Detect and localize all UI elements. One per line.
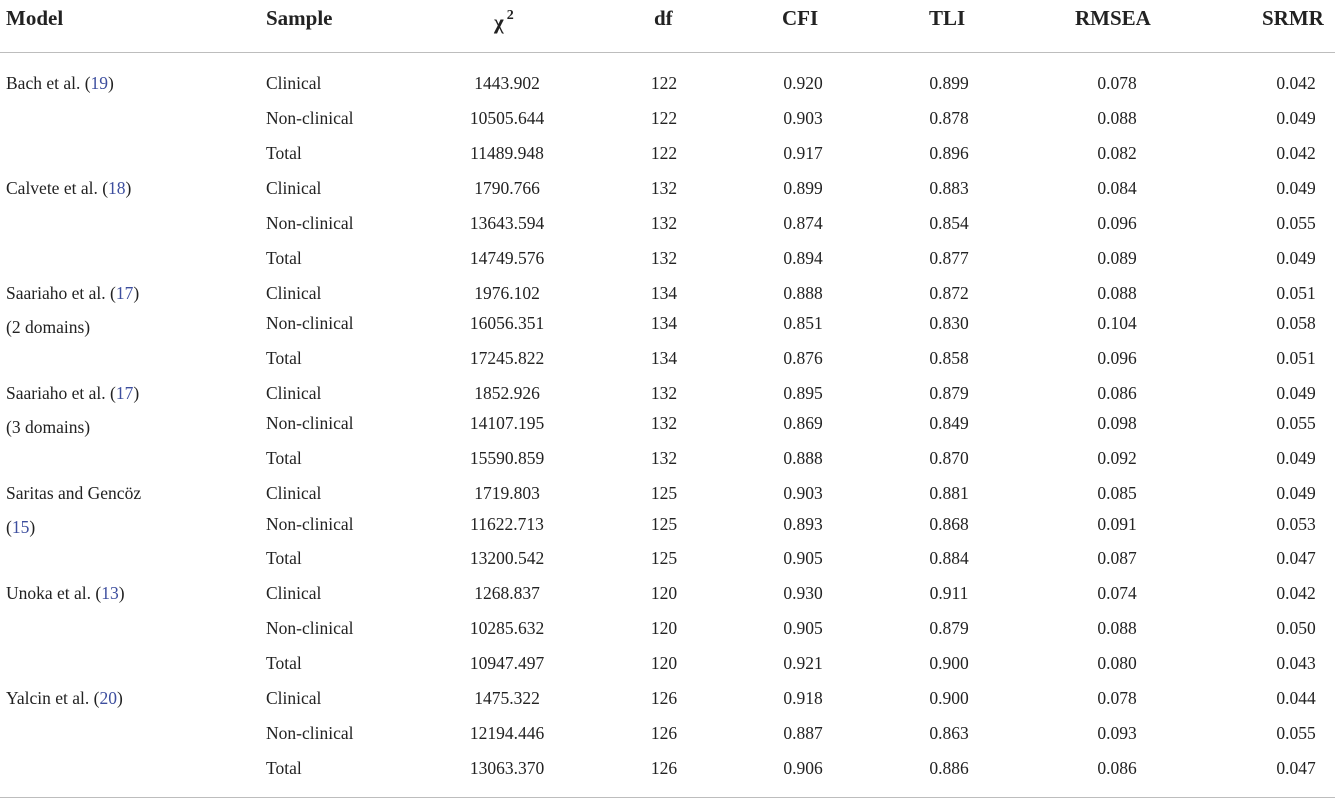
cell-srmr: 0.047 (1276, 548, 1316, 568)
cell-sample: Non-clinical (266, 618, 354, 638)
cell-df: 120 (650, 618, 678, 638)
cell-chi-square: 10505.644 (469, 108, 545, 128)
header-model: Model (6, 6, 64, 30)
cell-rmsea: 0.096 (1097, 213, 1137, 233)
cell-tli: 0.900 (929, 653, 969, 673)
model-text-after: ) (125, 178, 132, 198)
cell-tli: 0.879 (929, 618, 969, 638)
cell-chi-square: 1976.102 (474, 283, 540, 303)
cell-rmsea: 0.074 (1097, 583, 1137, 603)
cell-tli: 0.883 (929, 178, 969, 198)
reference-link: 20 (99, 688, 117, 708)
reference-link: 17 (115, 383, 134, 403)
cell-srmr: 0.049 (1276, 483, 1316, 503)
cell-cfi: 0.869 (783, 413, 823, 433)
cell-srmr: 0.042 (1276, 143, 1316, 163)
cell-rmsea: 0.104 (1097, 313, 1137, 333)
model-text-after: ) (29, 517, 36, 537)
cell-tli: 0.854 (929, 213, 969, 233)
cell-sample: Non-clinical (266, 413, 354, 433)
cell-srmr: 0.055 (1276, 413, 1316, 433)
cell-sample: Non-clinical (266, 313, 354, 333)
cell-rmsea: 0.088 (1097, 618, 1137, 638)
cell-srmr: 0.055 (1276, 213, 1316, 233)
header-cfi: CFI (782, 6, 819, 30)
model-name (6, 382, 139, 404)
cell-df: 126 (650, 723, 678, 743)
header-rmsea: RMSEA (1075, 6, 1151, 30)
cell-srmr: 0.049 (1276, 448, 1316, 468)
cell-cfi: 0.903 (783, 483, 823, 503)
cell-cfi: 0.921 (783, 653, 823, 673)
cell-rmsea: 0.082 (1097, 143, 1137, 163)
cell-df: 126 (650, 688, 678, 708)
cell-tli: 0.884 (929, 548, 969, 568)
model-text-after: ) (108, 73, 114, 93)
cell-rmsea: 0.087 (1097, 548, 1137, 568)
model-text: Saritas and Gencöz (6, 483, 142, 503)
cell-sample: Clinical (266, 583, 322, 603)
model-text-after: ) (133, 283, 140, 303)
cell-chi-square: 11489.948 (470, 143, 544, 163)
cell-tli: 0.849 (929, 413, 969, 433)
model-text: Saariaho et al. ( (6, 383, 116, 403)
cell-sample: Clinical (266, 73, 322, 93)
cell-df: 134 (650, 283, 678, 303)
cell-df: 122 (650, 73, 678, 93)
cell-srmr: 0.049 (1276, 108, 1316, 128)
cell-df: 126 (650, 758, 678, 778)
model-text: ( (6, 517, 12, 537)
cell-tli: 0.830 (929, 313, 969, 333)
cell-srmr: 0.044 (1276, 688, 1316, 708)
cell-df: 132 (650, 448, 678, 468)
cell-srmr: 0.047 (1276, 758, 1316, 778)
cell-sample: Total (266, 448, 302, 468)
cell-df: 132 (650, 413, 678, 433)
cell-chi-square: 14107.195 (469, 413, 545, 433)
cell-cfi: 0.903 (783, 108, 823, 128)
header-sample: Sample (266, 6, 333, 30)
cell-sample: Non-clinical (266, 723, 354, 743)
model-text: Bach et al. ( (6, 73, 91, 93)
cell-tli: 0.886 (929, 758, 969, 778)
cell-tli: 0.900 (929, 688, 969, 708)
cell-rmsea: 0.085 (1097, 483, 1137, 503)
cell-chi-square: 13643.594 (469, 213, 545, 233)
cell-srmr: 0.051 (1276, 348, 1316, 368)
cell-sample: Total (266, 653, 302, 673)
cell-chi-square: 1475.322 (474, 688, 540, 708)
reference-link: 19 (90, 73, 109, 93)
cell-tli: 0.899 (929, 73, 969, 93)
cell-rmsea: 0.078 (1097, 73, 1137, 93)
cell-sample: Non-clinical (266, 213, 354, 233)
cell-df: 122 (650, 108, 678, 128)
cell-chi-square: 13063.370 (469, 758, 545, 778)
cell-chi-square: 17245.822 (469, 348, 545, 368)
model-text-after: ) (116, 688, 123, 708)
header-tli: TLI (929, 6, 966, 30)
cell-cfi: 0.895 (783, 383, 823, 403)
cell-tli: 0.896 (929, 143, 969, 163)
cell-cfi: 0.930 (783, 583, 823, 603)
model-text: Saariaho et al. ( (6, 283, 116, 303)
cell-rmsea: 0.089 (1097, 248, 1137, 268)
cell-df: 120 (650, 653, 678, 673)
cell-df: 134 (650, 348, 678, 368)
cell-srmr: 0.053 (1276, 514, 1316, 534)
cell-tli: 0.870 (929, 448, 969, 468)
model-text: Yalcin et al. ( (6, 688, 100, 708)
cell-chi-square: 14749.576 (469, 248, 545, 268)
cell-tli: 0.858 (929, 348, 969, 368)
cell-rmsea: 0.088 (1097, 283, 1137, 303)
cell-chi-square: 1852.926 (474, 383, 540, 403)
cell-df: 125 (650, 514, 678, 534)
cell-sample: Total (266, 248, 302, 268)
cell-tli: 0.868 (929, 514, 969, 534)
cell-sample: Total (266, 548, 302, 568)
model-text: (3 domains) (6, 417, 91, 437)
model-name (6, 516, 35, 538)
cell-sample: Clinical (266, 688, 322, 708)
cell-srmr: 0.042 (1276, 73, 1316, 93)
cell-chi-square: 10285.632 (469, 618, 545, 638)
cell-cfi: 0.920 (783, 73, 823, 93)
cell-cfi: 0.874 (783, 213, 823, 233)
cell-sample: Clinical (266, 383, 322, 403)
model-text: (2 domains) (6, 317, 91, 337)
cell-cfi: 0.918 (783, 688, 823, 708)
cell-chi-square: 13200.542 (469, 548, 545, 568)
cell-sample: Clinical (266, 283, 322, 303)
cell-rmsea: 0.092 (1097, 448, 1137, 468)
cell-tli: 0.879 (929, 383, 969, 403)
model-text: Unoka et al. ( (6, 583, 102, 603)
cell-cfi: 0.899 (783, 178, 823, 198)
cell-rmsea: 0.084 (1097, 178, 1137, 198)
model-name (6, 687, 123, 709)
cell-cfi: 0.905 (783, 548, 823, 568)
cell-sample: Total (266, 758, 302, 778)
model-name (6, 282, 139, 304)
cell-sample: Clinical (266, 483, 322, 503)
cell-srmr: 0.042 (1276, 583, 1316, 603)
cell-tli: 0.877 (929, 248, 969, 268)
cell-df: 132 (650, 213, 678, 233)
cell-rmsea: 0.086 (1097, 758, 1137, 778)
header-srmr: SRMR (1262, 6, 1324, 30)
cell-cfi: 0.894 (783, 248, 823, 268)
cell-df: 132 (650, 248, 678, 268)
cell-chi-square: 16056.351 (469, 313, 545, 333)
cell-sample: Non-clinical (266, 108, 354, 128)
cell-srmr: 0.051 (1276, 283, 1316, 303)
model-name (6, 72, 114, 94)
cell-cfi: 0.876 (783, 348, 823, 368)
cell-chi-square: 1268.837 (474, 583, 540, 603)
bottom-rule (0, 797, 1335, 798)
reference-link: 17 (115, 283, 134, 303)
model-name (6, 416, 90, 438)
model-name (6, 316, 90, 338)
cell-chi-square: 15590.859 (469, 448, 545, 468)
model-text-after: ) (133, 383, 140, 403)
cell-cfi: 0.888 (783, 448, 823, 468)
cell-df: 132 (650, 178, 678, 198)
cell-df: 122 (650, 143, 678, 163)
reference-link: 13 (101, 583, 119, 603)
cell-df: 125 (650, 483, 678, 503)
reference-link: 15 (11, 517, 30, 537)
cell-rmsea: 0.080 (1097, 653, 1137, 673)
chi-exponent: 2 (506, 8, 514, 23)
model-name (6, 177, 131, 199)
chi-symbol: χ (494, 10, 504, 34)
cell-srmr: 0.049 (1276, 383, 1316, 403)
cell-chi-square: 11622.713 (470, 514, 544, 534)
cell-df: 134 (650, 313, 678, 333)
cell-srmr: 0.058 (1276, 313, 1316, 333)
cell-cfi: 0.905 (783, 618, 823, 638)
cell-rmsea: 0.086 (1097, 383, 1137, 403)
cell-rmsea: 0.088 (1097, 108, 1137, 128)
cell-srmr: 0.043 (1276, 653, 1316, 673)
cell-rmsea: 0.091 (1097, 514, 1137, 534)
cell-df: 125 (650, 548, 678, 568)
cell-tli: 0.872 (929, 283, 969, 303)
cell-cfi: 0.888 (783, 283, 823, 303)
cell-srmr: 0.055 (1276, 723, 1316, 743)
cell-chi-square: 12194.446 (469, 723, 545, 743)
cell-tli: 0.911 (929, 583, 969, 603)
cell-srmr: 0.049 (1276, 248, 1316, 268)
cell-sample: Non-clinical (266, 514, 354, 534)
cell-srmr: 0.050 (1276, 618, 1316, 638)
cell-tli: 0.878 (929, 108, 969, 128)
cell-sample: Total (266, 143, 302, 163)
header-df: df (654, 6, 673, 30)
cell-rmsea: 0.096 (1097, 348, 1137, 368)
reference-link: 18 (108, 178, 126, 198)
cell-cfi: 0.893 (783, 514, 823, 534)
model-name (6, 582, 125, 604)
cell-cfi: 0.906 (783, 758, 823, 778)
cell-tli: 0.863 (929, 723, 969, 743)
cell-rmsea: 0.098 (1097, 413, 1137, 433)
model-text-after: ) (118, 583, 125, 603)
cell-chi-square: 1719.803 (474, 483, 540, 503)
model-name (6, 482, 141, 504)
cell-chi-square: 1790.766 (474, 178, 540, 198)
cell-cfi: 0.887 (783, 723, 823, 743)
cell-chi-square: 1443.902 (474, 73, 540, 93)
cell-srmr: 0.049 (1276, 178, 1316, 198)
model-text: Calvete et al. ( (6, 178, 109, 198)
cell-rmsea: 0.093 (1097, 723, 1137, 743)
cell-df: 120 (650, 583, 678, 603)
cell-df: 132 (650, 383, 678, 403)
cell-cfi: 0.851 (783, 313, 823, 333)
cell-tli: 0.881 (929, 483, 969, 503)
cell-chi-square: 10947.497 (469, 653, 545, 673)
cell-sample: Total (266, 348, 302, 368)
cell-sample: Clinical (266, 178, 322, 198)
cell-cfi: 0.917 (783, 143, 823, 163)
cell-rmsea: 0.078 (1097, 688, 1137, 708)
